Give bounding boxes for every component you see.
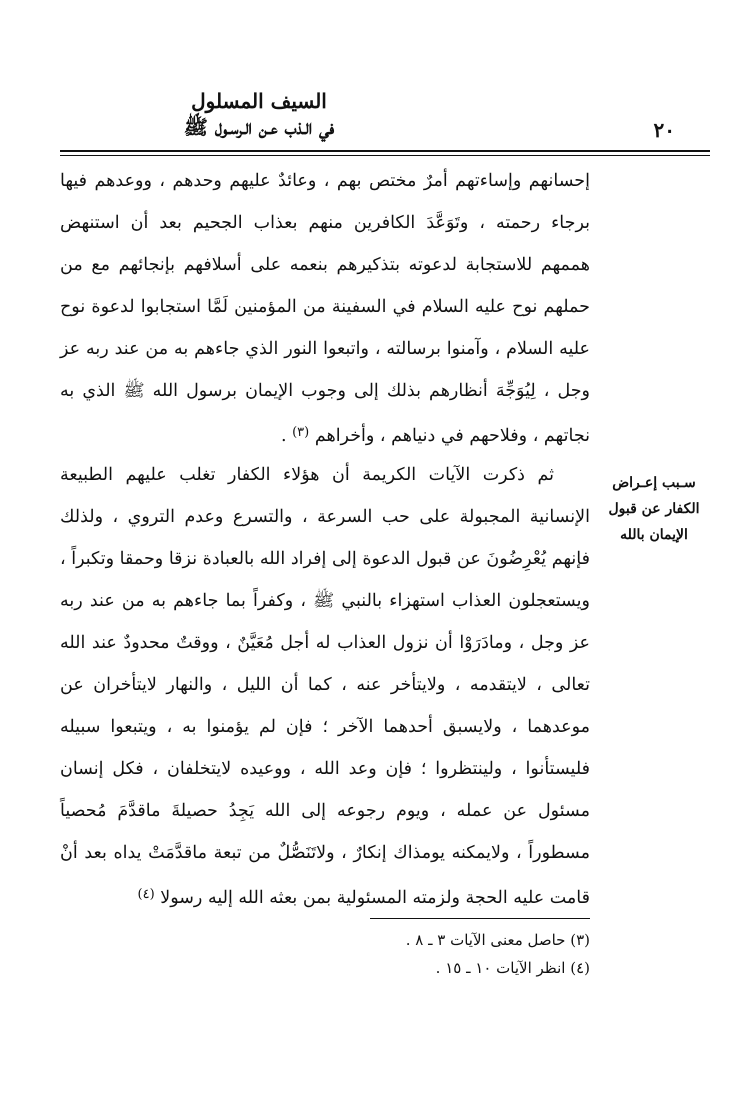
paragraph-2-body xyxy=(60,454,590,919)
book-title-line1: السيف المسلول xyxy=(191,89,327,113)
footnote-3: (٣) حاصل معنى الآيات ٣ ـ ٨ . xyxy=(405,931,590,949)
paragraph-2 xyxy=(60,454,590,919)
footnote-4: (٤) انظر الآيات ١٠ ـ ١٥ . xyxy=(435,959,590,977)
page-header xyxy=(60,88,710,150)
margin-note xyxy=(600,470,708,548)
page-number: ٢٠ xyxy=(653,118,675,142)
paragraph-1-body xyxy=(60,160,590,457)
margin-note-line1: سـبب إعـراض xyxy=(612,475,696,491)
footnote-separator xyxy=(370,918,590,919)
header-rule-thick xyxy=(60,150,710,152)
footnote-ref-4: (٤) xyxy=(137,887,155,902)
footnotes xyxy=(60,926,590,982)
book-title-line2: في الـذب عـن الـرسـول ﷺ xyxy=(183,115,335,139)
header-rule-thin xyxy=(60,155,710,156)
margin-note-line2: الكفار عن قبول xyxy=(608,501,700,517)
margin-note-line3: الإيمان بالله xyxy=(620,527,688,543)
footnote-ref-3: (٣) xyxy=(292,425,310,440)
paragraph-1 xyxy=(60,160,590,457)
paragraph-1-end: . xyxy=(280,426,293,446)
paragraph-2-text: ثم ذكرت الآيات الكريمة أن هؤلاء الكفار تغلب عليهم الطبيعة الإنسانية المجبولة على حب السرعة ، والتسرع وعدم التروي ، ولذلك فإنهم يُعْرِضُونَ عن قبول الدعوة إلى إفراد الله بالعبادة نزقا وحمقا وتكبراً ، ويستعجلون العذاب استهزاء بالنبي ﷺ ، وكفراً بما جاءهم به من عند ربه عز وجل ، ومادَرَوْا أن نزول العذاب له أجل مُعَيَّنٌ ، ووقتٌ محدودٌ عند الله تعالى ، لايتقدمه ، ولايتأخر عنه ، كما أن الليل ، والنهار لايتأخران عن موعدهما ، ولايسبق أحدهما الآخر ؛ فإن لم يؤمنوا به ، ويتبعوا سبيله فليستأنوا ، ولينتظروا ؛ فإن وعد الله ، ووعيده لايتخلفان ، فكل إنسان مسئول عن عمله ، ويوم رجوعه إلى الله يَجِدُ حصيلةَ ماقدَّمَ مُحصياً مسطوراً ، ولايمكنه يومذاك إنكارٌ ، ولاتَنَصُّلٌ من تبعة ماقدَّمَتْ يداه بعد أنْ قامت عليه الحجة ولزمته المسئولية بمن بعثه الله إليه رسولا xyxy=(60,465,590,908)
book-title xyxy=(124,88,394,140)
paragraph-1-text: إحسانهم وإساءتهم أمرٌ مختص بهم ، وعائدٌ عليهم وحدهم ، ووعدهم فيها برجاء رحمته ، وتَوَعَّدَ الكافرين منهم بعذاب الجحيم بعد أن استنهض هممهم للاستجابة لدعوته بتذكيرهم بنعمه على أسلافهم بإنجائهم مع من حملهم نوح عليه السلام في السفينة من المؤمنين لَمَّا استجابوا لدعوة نوح عليه السلام ، وآمنوا برسالته ، واتبعوا النور الذي جاءهم به من عند ربه عز وجل ، لِيُوَجِّهَ أنظارهم بذلك إلى وجوب الإيمان برسول الله ﷺ الذي به نجاتهم ، وفلاحهم في دنياهم ، وأخراهم xyxy=(60,171,590,446)
